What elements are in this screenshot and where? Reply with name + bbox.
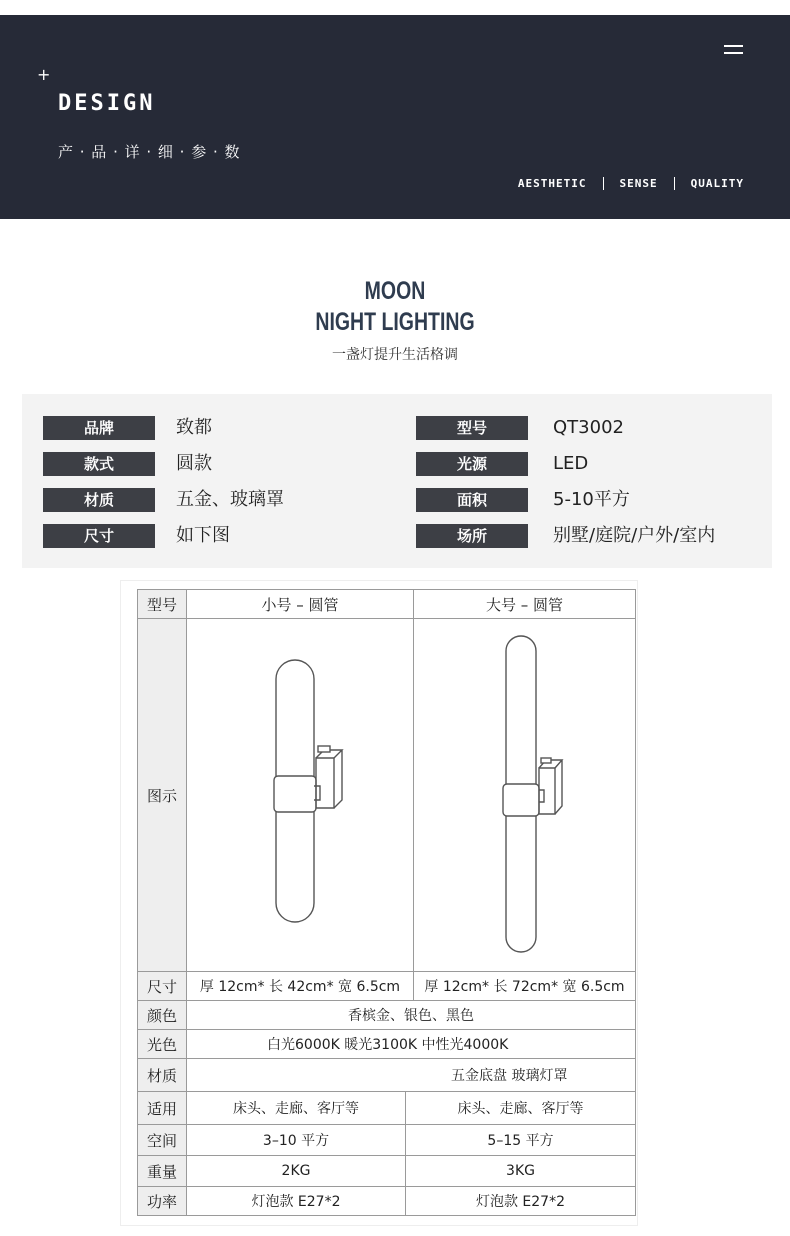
spec-label: 尺寸 <box>43 524 155 548</box>
spec-row <box>22 452 772 478</box>
size-small: 厚 12cm* 长 42cm* 宽 6.5cm <box>186 971 414 1001</box>
spec-label: 材质 <box>43 488 155 512</box>
color-value: 香槟金、银色、黑色 <box>186 1000 636 1030</box>
tag-divider <box>674 177 675 190</box>
weight-small: 2KG <box>186 1155 406 1187</box>
material-value: 五金底盘 玻璃灯罩 <box>186 1058 636 1092</box>
spec-value: 5-10平方 <box>553 489 630 510</box>
use-large: 床头、走廊、客厅等 <box>405 1091 636 1125</box>
spec-value: 别墅/庭院/户外/室内 <box>553 525 716 546</box>
spec-row <box>22 416 772 442</box>
spec-row <box>22 488 772 514</box>
table-row-label: 图示 <box>137 618 187 972</box>
light-value: 白光6000K 暖光3100K 中性光4000K <box>186 1029 636 1059</box>
table-row-label: 光色 <box>137 1029 187 1059</box>
spec-label: 品牌 <box>43 416 155 440</box>
header-small: 小号 – 圆管 <box>186 589 414 619</box>
spec-row <box>22 524 772 550</box>
tag-quality: QUALITY <box>690 177 744 190</box>
spec-label: 光源 <box>416 452 528 476</box>
spec-value: 致都 <box>176 417 212 438</box>
use-small: 床头、走廊、客厅等 <box>186 1091 406 1125</box>
tag-sense: SENSE <box>619 177 658 190</box>
tag-aesthetic: AESTHETIC <box>517 177 587 190</box>
weight-large: 3KG <box>405 1155 636 1187</box>
spec-label: 面积 <box>416 488 528 512</box>
table-row-label: 适用 <box>137 1091 187 1125</box>
table-row-label: 型号 <box>137 589 187 619</box>
table-row-label: 功率 <box>137 1186 187 1216</box>
spec-value: LED <box>553 453 589 474</box>
spec-label: 型号 <box>416 416 528 440</box>
space-small: 3–10 平方 <box>186 1124 406 1156</box>
spec-value: 五金、玻璃罩 <box>176 489 284 510</box>
space-large: 5–15 平方 <box>405 1124 636 1156</box>
spec-value: 圆款 <box>176 453 212 474</box>
plus-icon[interactable]: + <box>37 65 51 84</box>
banner-tags <box>518 177 744 190</box>
heading-line2: NIGHT LIGHTING <box>315 308 475 336</box>
section-heading <box>0 276 790 364</box>
power-small: 灯泡款 E27*2 <box>186 1186 406 1216</box>
banner-subtitle: 产 · 品 · 详 · 细 · 参 · 数 <box>58 143 241 161</box>
table-row-label: 尺寸 <box>137 971 187 1001</box>
header-large: 大号 – 圆管 <box>413 589 636 619</box>
image-cell-large <box>413 618 636 972</box>
product-table <box>121 581 637 1225</box>
spec-label: 场所 <box>416 524 528 548</box>
table-row-label: 空间 <box>137 1124 187 1156</box>
table-row-label: 材质 <box>137 1058 187 1092</box>
spec-label: 款式 <box>43 452 155 476</box>
lamp-small-illustration <box>186 618 414 972</box>
spec-panel <box>22 394 772 568</box>
heading-tagline: 一盏灯提升生活格调 <box>332 347 458 363</box>
banner-title: DESIGN <box>58 91 156 116</box>
image-cell-small <box>186 618 414 972</box>
spec-value: 如下图 <box>176 525 230 546</box>
table-row-label: 重量 <box>137 1155 187 1187</box>
banner <box>0 15 790 219</box>
tag-divider <box>603 177 604 190</box>
lamp-large-illustration <box>413 618 636 972</box>
table-row-label: 颜色 <box>137 1000 187 1030</box>
heading-line1: MOON <box>364 277 426 305</box>
power-large: 灯泡款 E27*2 <box>405 1186 636 1216</box>
menu-icon[interactable] <box>724 45 743 55</box>
spec-value: QT3002 <box>553 417 624 438</box>
size-large: 厚 12cm* 长 72cm* 宽 6.5cm <box>413 971 636 1001</box>
